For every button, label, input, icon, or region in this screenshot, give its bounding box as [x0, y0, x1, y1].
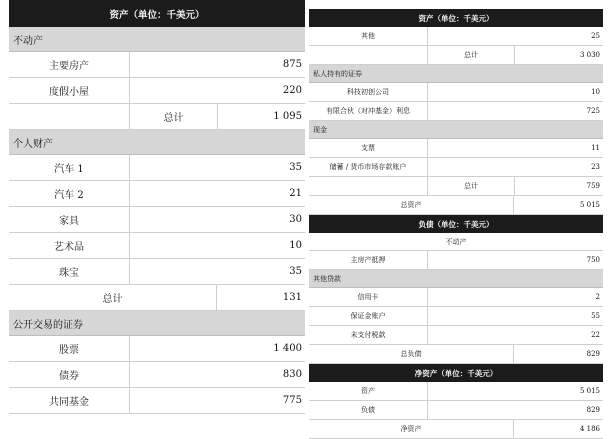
- row-value: 875: [282, 59, 302, 70]
- subtotal-row: [9, 285, 305, 311]
- net-worth-label: 净资产: [309, 420, 514, 438]
- assets-liabilities-table-right: [309, 0, 603, 439]
- row-value: 25: [591, 32, 600, 40]
- table-row: [9, 259, 305, 285]
- table-row: [9, 52, 305, 78]
- row-label: 未支付税款: [309, 326, 428, 344]
- subtotal-label: 总计: [129, 104, 218, 129]
- row-value: 23: [591, 163, 600, 171]
- row-label: 共同基金: [9, 388, 130, 413]
- row-value: 220: [282, 85, 302, 96]
- assets-table-left: [9, 0, 305, 414]
- table-row: [309, 139, 603, 158]
- row-label: 储蓄 / 货币市场存款账户: [309, 158, 428, 176]
- table-row: [309, 326, 603, 345]
- net-worth-row: [309, 420, 603, 439]
- row-value: 725: [586, 107, 600, 115]
- row-label: 保证金账户: [309, 307, 428, 325]
- total-assets-value: 5 015: [579, 201, 600, 209]
- total-liabilities-label: 总负债: [309, 345, 514, 363]
- row-value: 1 400: [273, 343, 302, 354]
- table-row: [9, 233, 305, 259]
- row-value: 2: [595, 293, 600, 301]
- row-value: 35: [289, 162, 302, 173]
- subtotal-value: 3 030: [579, 51, 600, 59]
- table-row: [309, 251, 603, 270]
- assets-header: 资产（单位：千美元）: [309, 9, 603, 27]
- row-value: 750: [586, 256, 600, 264]
- row-label: 珠宝: [9, 259, 130, 284]
- section-personal-property: 个人财产: [9, 130, 305, 155]
- total-assets-row: [309, 196, 603, 215]
- row-label: 家具: [9, 207, 130, 232]
- table-row: [309, 401, 603, 420]
- section-real-estate: 不动产: [9, 27, 305, 52]
- row-value: 775: [282, 395, 302, 406]
- table-row: [9, 362, 305, 388]
- table-row: [309, 102, 603, 121]
- row-value: 830: [282, 369, 302, 380]
- table-row: [309, 158, 603, 177]
- liab-real-estate-title: 不动产: [309, 233, 603, 251]
- row-label: 信用卡: [309, 288, 428, 306]
- row-value: 35: [289, 266, 302, 277]
- row-label: 负债: [309, 401, 428, 419]
- total-assets-label: 总资产: [309, 196, 514, 214]
- section-other-loans: 其他贷款: [309, 270, 603, 288]
- net-worth-header: 净资产（单位：千美元）: [309, 364, 603, 382]
- row-value: 55: [591, 312, 600, 320]
- row-label: 科技初创公司: [309, 83, 428, 101]
- subtotal-label: 总计: [427, 177, 515, 195]
- table-row: [9, 336, 305, 362]
- section-cash: 现金: [309, 121, 603, 139]
- row-label: 股票: [9, 336, 130, 361]
- row-label: 主房产抵押: [309, 251, 428, 269]
- row-label: 有限合伙（对冲基金）利息: [309, 102, 428, 120]
- row-label: 支票: [309, 139, 428, 157]
- subtotal-row: [309, 46, 603, 65]
- table-row: [309, 83, 603, 102]
- table-row: [9, 155, 305, 181]
- table-row: [309, 382, 603, 401]
- row-value: 11: [591, 144, 600, 152]
- row-label: 债券: [9, 362, 130, 387]
- subtotal-label: 总计: [427, 46, 515, 64]
- row-value: 10: [591, 88, 600, 96]
- total-liabilities-row: [309, 345, 603, 364]
- row-label: 艺术品: [9, 233, 130, 258]
- section-private-securities: 私人持有的证券: [309, 65, 603, 83]
- row-label: 主要房产: [9, 52, 130, 77]
- table-row: [309, 27, 603, 46]
- subtotal-label: 总计: [9, 285, 217, 310]
- table-row: [9, 388, 305, 414]
- net-worth-value: 4 186: [579, 425, 600, 433]
- row-value: 829: [586, 406, 600, 414]
- row-label: 度假小屋: [9, 78, 130, 103]
- subtotal-row: [309, 177, 603, 196]
- table-row: [9, 207, 305, 233]
- liabilities-header: 负债（单位：千美元）: [309, 215, 603, 233]
- row-label: 汽车 2: [9, 181, 130, 206]
- table-row: [309, 288, 603, 307]
- row-value: 10: [289, 240, 302, 251]
- row-value: 22: [591, 331, 600, 339]
- row-label: 其他: [309, 27, 428, 45]
- subtotal-value: 1 095: [273, 111, 302, 122]
- row-value: 5 015: [579, 387, 600, 395]
- row-label: 资产: [309, 382, 428, 400]
- subtotal-value: 131: [282, 292, 302, 303]
- total-liabilities-value: 829: [586, 350, 600, 358]
- table-row: [9, 78, 305, 104]
- row-value: 21: [289, 188, 302, 199]
- section-public-securities: 公开交易的证券: [9, 311, 305, 336]
- table-row: [309, 307, 603, 326]
- table-row: [9, 181, 305, 207]
- subtotal-row: [9, 104, 305, 130]
- subtotal-value: 759: [586, 182, 600, 190]
- row-label: 汽车 1: [9, 155, 130, 180]
- row-value: 30: [289, 214, 302, 225]
- assets-header: 资产（单位：千美元）: [9, 0, 305, 27]
